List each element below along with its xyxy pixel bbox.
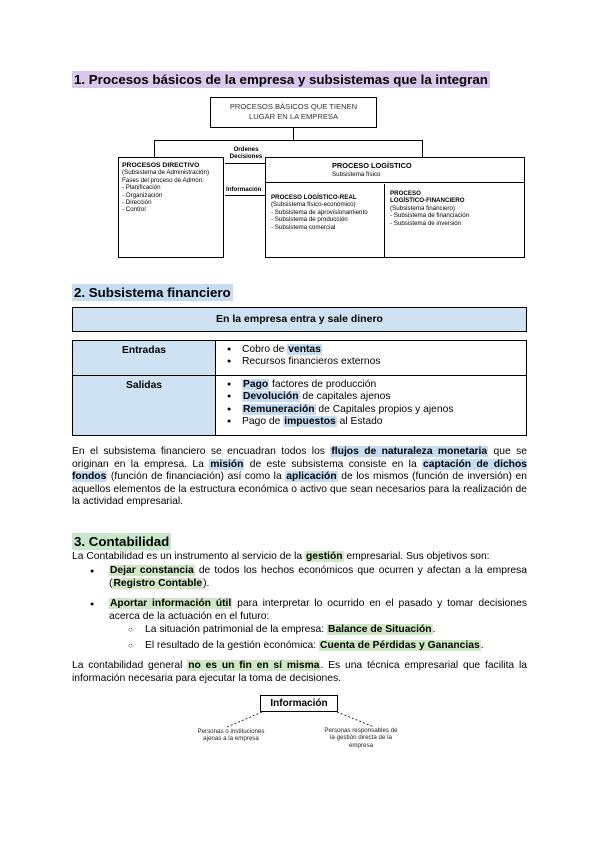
objective-2: Aportar información útil para interpretar lo ocurrido en el pasado y tomar decisiones acerca de la actuación en el futuro:	[109, 598, 528, 622]
real-subbox: PROCESO LOGÍSTICO-REAL (Subsistema físico-económico) - Subsistema de aprovisionamiento - Subsistema de producción - Subsistema comercial	[271, 194, 368, 231]
ordenes-label: Ordenes Decisiones	[229, 146, 263, 161]
financiero-subbox: PROCESO LOGÍSTICO-FINANCIERO (Subsistema financiero) - Subsistema de financiación - Subsistema de inversión	[390, 190, 470, 227]
contabilidad-closing: La contabilidad general no es un fin en sí misma. Es una técnica empresarial que facilita la información necesaria para ejecutar la toma de decisiones.	[72, 660, 527, 684]
list-item: ● Recursos financieros externos	[242, 356, 526, 368]
sub-objective-1: La situación patrimonial de la empresa: Balance de Situación.	[145, 624, 436, 635]
objective-1: Dejar constancia de todos los hechos económicos que ocurren y afectan a la empresa (Registro Contable).	[109, 565, 527, 589]
section3-heading: 3. Contabilidad	[74, 534, 170, 549]
bullet-icon: ●	[90, 601, 95, 608]
internal-people: Personas responsables de la gestión directa de la empresa	[324, 727, 398, 749]
informacion-label: Información	[226, 186, 262, 193]
financiero-paragraph: En el subsistema financiero se encuadran todos los flujos de naturaleza monetaria que se originan en la empresa. La misión de este subsistema consiste en la captación de dichos fondos (función de financiación) así como la aplicación de los mismos (función de inversión) en aquellos elementos de la estructura económica o activo que sean necesarios para la realización de la actividad empresarial.	[72, 446, 527, 508]
salidas-list	[216, 376, 526, 435]
entradas-label: Entradas	[73, 341, 216, 375]
sub-bullet-icon: ○	[128, 641, 133, 650]
list-item: ● Pago de impuestos al Estado	[242, 416, 526, 428]
table-title: En la empresa entra y sale dinero	[72, 307, 527, 332]
logistico-box	[265, 157, 525, 258]
connector-line	[422, 140, 423, 157]
external-people: Personas o instituciones ajenas a la empresa	[197, 728, 265, 743]
connector-line	[154, 140, 155, 157]
table-row-salidas	[72, 375, 527, 436]
arrow-line	[225, 195, 265, 196]
sub-bullet-icon: ○	[128, 625, 133, 634]
table-row-entradas	[72, 340, 527, 376]
connector-line	[293, 128, 294, 140]
contabilidad-intro: La Contabilidad es un instrumento al servicio de la gestión empresarial. Sus objetivos son:	[72, 551, 490, 562]
section2-heading: 2. Subsistema financiero	[74, 285, 231, 300]
list-item: ● Remuneración de Capitales propios y ajenos	[242, 404, 526, 416]
connector-line	[154, 140, 422, 141]
list-item: ● Pago factores de producción	[242, 379, 526, 391]
entradas-list	[216, 341, 526, 375]
arrow-line	[225, 163, 265, 164]
list-item: ● Devolución de capitales ajenos	[242, 391, 526, 403]
list-item: ● Cobro de ventas	[242, 344, 526, 356]
sub-objective-2: El resultado de la gestión económica: Cuenta de Pérdidas y Ganancias.	[145, 640, 484, 651]
bullet-icon: ●	[90, 568, 95, 575]
informacion-box: Información	[260, 695, 338, 712]
salidas-label: Salidas	[73, 376, 216, 435]
section1-heading: 1. Procesos básicos de la empresa y subsistemas que la integran	[74, 72, 488, 87]
directivo-box: PROCESOS DIRECTIVO (Subsistema de Administración) Fases del proceso de Admón: - Planificación - Organización - Dirección - Control	[118, 157, 224, 258]
top-box: PROCESOS BÁSICOS QUE TIENEN LUGAR EN LA EMPRESA	[210, 97, 377, 128]
logistico-header: PROCESO LOGÍSTICO Subsistema físico	[266, 158, 524, 183]
